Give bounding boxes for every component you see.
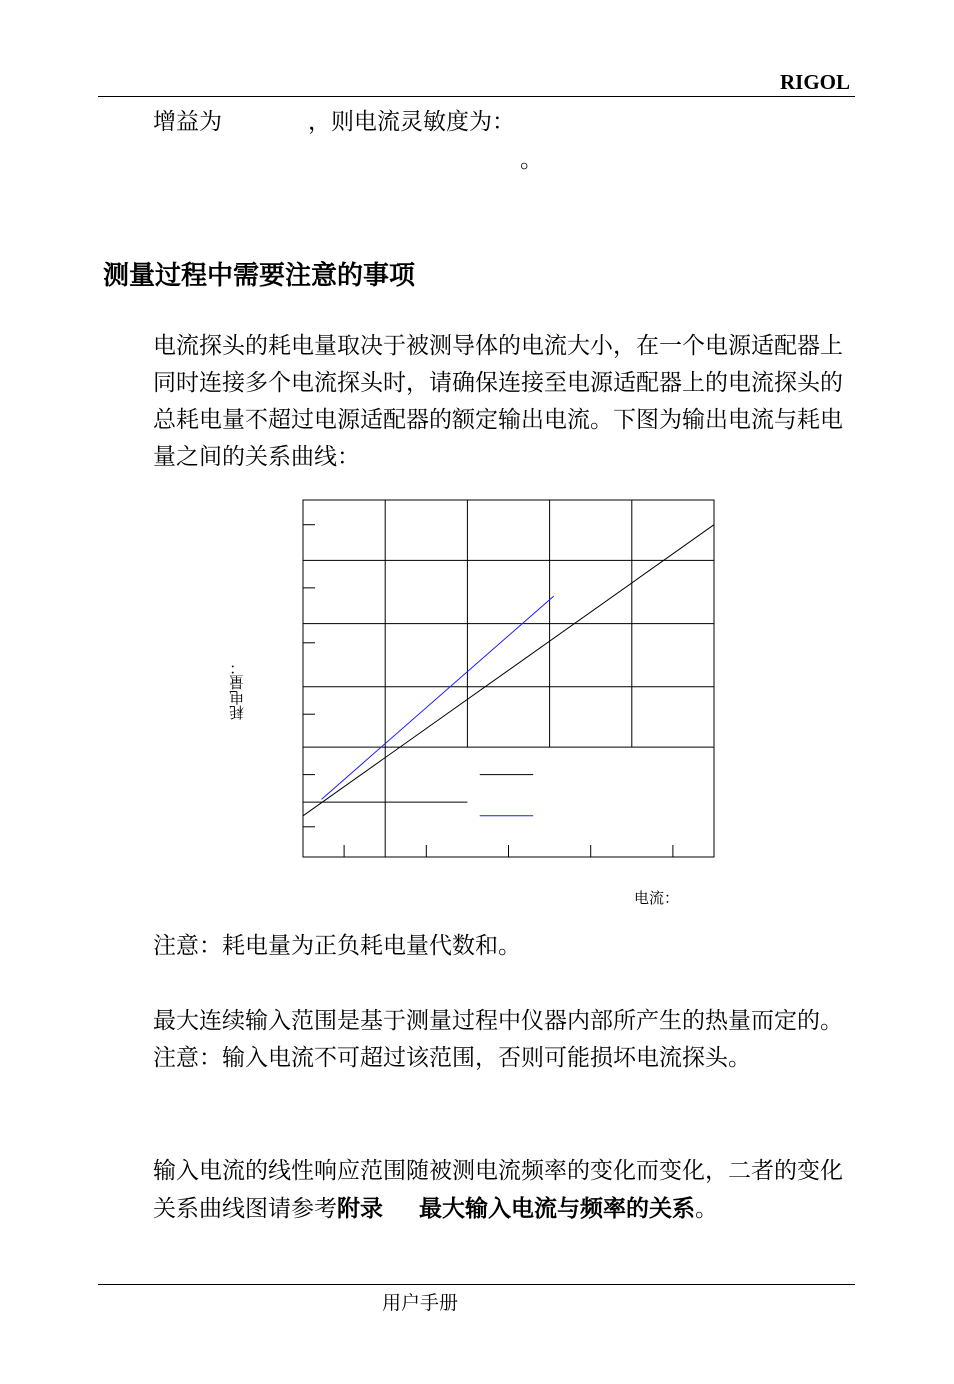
footer-label: 用户手册: [382, 1292, 459, 1314]
plot-frame: [303, 500, 714, 857]
sentence-period: 。: [520, 147, 543, 173]
series-line-2: [321, 596, 553, 799]
linear-range-end: 。: [695, 1196, 718, 1222]
chart-ticks: [303, 525, 673, 857]
series-line-1: [303, 525, 714, 816]
chart-grid: [303, 500, 714, 857]
paragraph-power-consumption: 电流探头的耗电量取决于被测导体的电流大小，在一个电源适配器上同时连接多个电流探头时，请确保连接至电源适配器上的电流探头的总耗电量不超过电源适配器的额定输出电流。下图为输出电流与耗电量之间的关系曲线：: [153, 333, 843, 470]
gain-suffix: ，则电流灵敏度为：: [308, 109, 515, 135]
paragraph-max-input: 最大连续输入范围是基于测量过程中仪器内部所产生的热量而定的。注意：输入电流不可超过该范围，否则可能损坏电流探头。: [153, 1008, 843, 1071]
chart-x-label: 电流：: [634, 889, 680, 907]
brand-logo: RIGOL: [779, 70, 850, 94]
appendix-title-link[interactable]: 最大输入电流与频率的关系: [419, 1195, 695, 1222]
section-title: 测量过程中需要注意的事项: [103, 261, 416, 291]
chart-series: [303, 525, 714, 816]
header-rule: [98, 96, 855, 97]
chart-legend: [480, 775, 533, 816]
linear-range-text: 输入电流的线性响应范围随被测电流频率的变化而变化，二者的变化关系曲线图请参考: [153, 1158, 843, 1222]
footer-rule: [98, 1284, 855, 1285]
appendix-link[interactable]: 附录: [337, 1195, 383, 1222]
paragraph-linear-range: [153, 1153, 843, 1228]
chart-y-label: 耗电量：: [228, 660, 246, 720]
gain-prefix: 增益为: [153, 109, 222, 135]
power-consumption-chart: [290, 490, 730, 870]
note-text: 注意：耗电量为正负耗电量代数和。: [153, 933, 521, 959]
